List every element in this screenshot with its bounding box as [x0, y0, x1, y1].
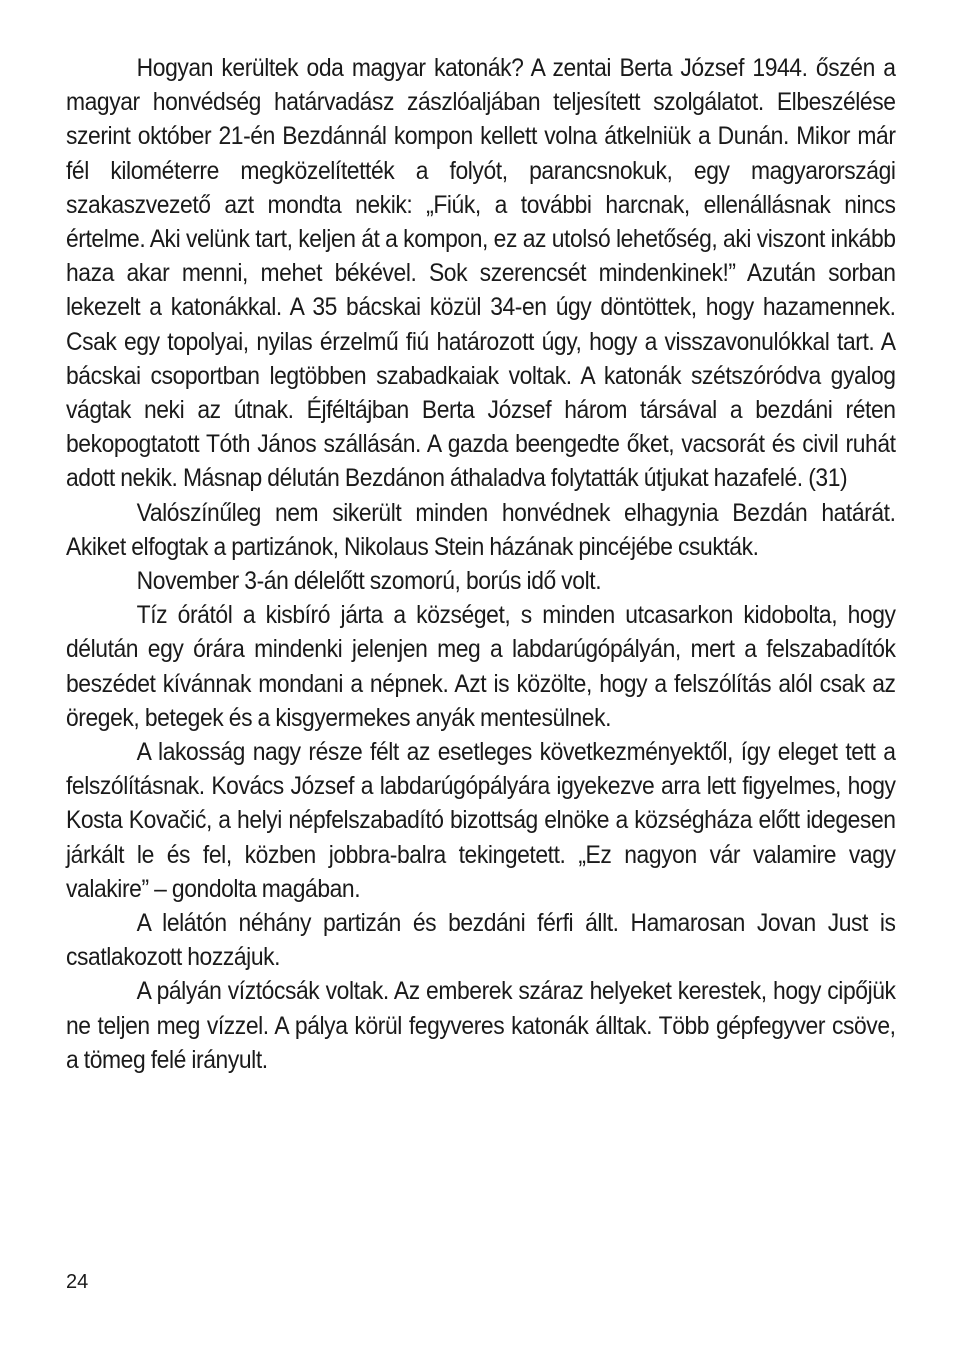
paragraph-3: November 3-án délelőtt szomorú, borús idő volt.	[136, 568, 602, 596]
paragraph-1: Hogyan kerültek oda magyar katonák? A zentai Berta József 1944. őszén a magyar honvédség határvadász zászlóaljában teljesített szolgálatot. Elbeszélése szerint október 21-én Bezdánnál kompon kellett volna átkelniük a Dunán. Mikor már fél kilométerre megközelítették a folyót, parancsnokuk, egy magyarországi szakaszvezető azt mondta nekik: „Fiúk, a további harcnak, ellenállásnak nincs értelme. Aki velünk tart, keljen át a kompon, ez az utolsó lehetőség, aki viszont inkább haza akar menni, mehet békével. Sok szerencsét mindenkinek!” Azután sorban lekezelt a katonákkal. A 35 bácskai közül 34-en úgy döntöttek, hogy hazamennek. Csak egy topolyai, nyilas érzelmű fiú határozott úgy, hogy a visszavonulókkal tart. A bácskai csoportban legtöbben szabadkaiak voltak. A katonák szétszóródva gyalog vágtak neki az útnak. Éjféltájban Berta József három társával a bezdáni réten bekopogtatott Tóth János szállásán. A gazda beengedte őket, vacsorát és civil ruhát adott nekik. Másnap délután Bezdánon áthaladva folytatták útjukat hazafelé. (31)	[66, 55, 896, 493]
paragraph-4: Tíz órától a kisbíró járta a községet, s minden utcasarkon kidobolta, hogy délután egy órára mindenki jelenjen meg a labdarúgópályán, mert a felszabadítók beszédet kívánnak mondani a népnek. Azt is közölte, hogy a felszólítás alól csak az öregek, betegek és a kisgyermekes anyák mentesülnek.	[66, 602, 896, 732]
document-page	[66, 52, 896, 1078]
page-number: 24	[66, 1271, 89, 1293]
paragraph-5: A lakosság nagy része félt az esetleges következményektől, így eleget tett a felszólításnak. Kovács József a labdarúgópályára igyekezve arra lett figyelmes, hogy Kosta Kovačić, a helyi népfelszabadító bizottság elnöke a községháza előtt idegesen járkált le és fel, közben jobbra-balra tekingetett. „Ez nagyon vár valamire vagy valakire” – gondolta magában.	[66, 739, 896, 903]
paragraph-2: Valószínűleg nem sikerült minden honvédnek elhagynia Bezdán határát. Akiket elfogtak a partizánok, Nikolaus Stein házának pincéjébe csukták.	[66, 499, 896, 561]
paragraph-6: A lelátón néhány partizán és bezdáni férfi állt. Hamarosan Jovan Just is csatlakozott hozzájuk.	[66, 910, 896, 972]
paragraph-7: A pályán víztócsák voltak. Az emberek száraz helyeket kerestek, hogy cipőjük ne teljen meg vízzel. A pálya körül fegyveres katonák álltak. Több gépfegyver csöve, a tömeg felé irányult.	[66, 978, 896, 1074]
